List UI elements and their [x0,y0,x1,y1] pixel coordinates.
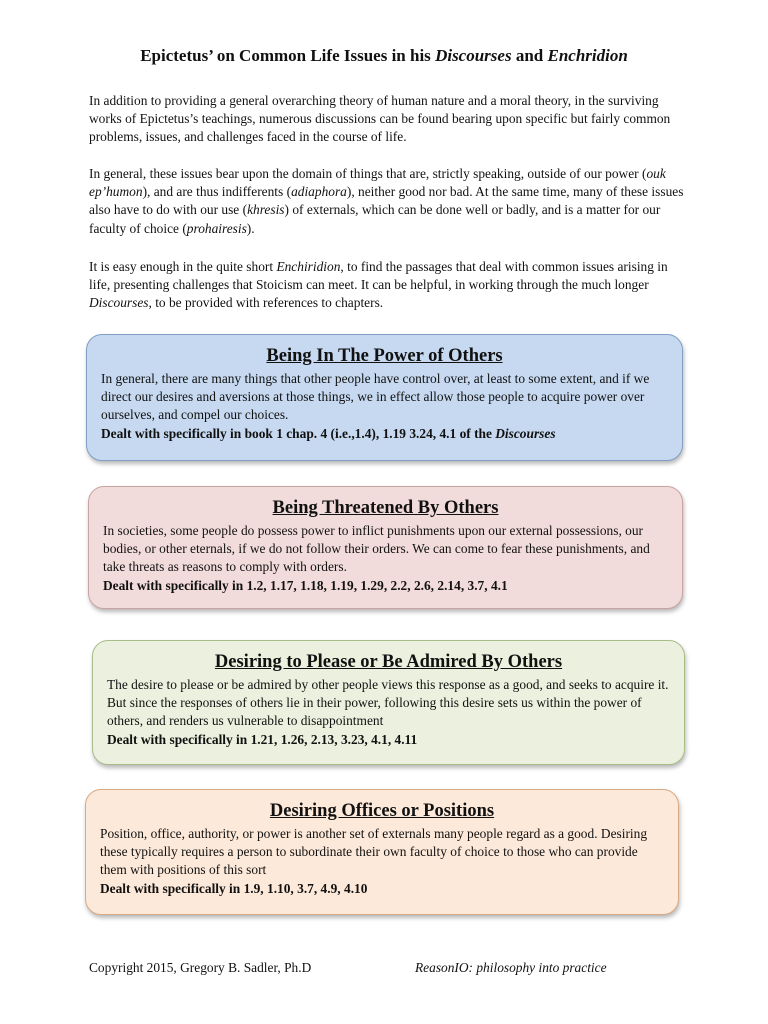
intro-paragraph: In addition to providing a general overarching theory of human nature and a moral theory, in the surviving works of Epictetus’s teachings, numerous discussions can be found bearing upon specific but fairly common problems, issues, and challenges faced in the course of life. [89,93,671,145]
title-enchridion: Enchridion [547,46,628,65]
title-and: and [511,46,548,65]
document-title [0,46,768,66]
topic-heading: Being In The Power of Others [266,346,503,366]
topic-references: Dealt with specifically in 1.2, 1.17, 1.18, 1.19, 1.29, 2.2, 2.6, 2.14, 3.7, 4.1 [103,577,508,593]
footer-tagline: ReasonIO: philosophy into practice [415,960,607,975]
p2-text-a: In general, these issues bear upon the domain of things that are, strictly speaking, outside of our power ( [89,166,647,181]
title-prefix: Epictetus’ on Common Life Issues in his [140,46,436,65]
term-ouk-ephumon: ouk ep’humon [89,166,666,200]
p2-text-b: ), and are thus indifferents ( [142,184,292,200]
indifferents-paragraph [89,165,689,238]
copyright-notice: Copyright 2015, Gregory B. Sadler, Ph.D [89,960,312,975]
topic-box-threatened-by-others [88,486,683,609]
term-discourses: Discourses [89,295,149,311]
p3-text-c: , to be provided with references to chapters. [148,295,384,311]
topic-heading: Desiring Offices or Positions [269,801,495,821]
topic-references: Dealt with specifically in 1.21, 1.26, 2.13, 3.23, 4.1, 4.11 [107,731,418,747]
title-discourses: Discourses [435,46,512,65]
refs-text: Dealt with specifically in book 1 chap. 4 (i.e.,1.4), 1.19 3.24, 4.1 of the [101,425,496,441]
topic-body: In societies, some people do possess power to inflict punishments upon our external possessions, our bodies, or other eternals, if we do not follow their orders. We can come to fear these punishments, and take threats as reasons to comply with orders. [103,523,650,575]
topic-box-desiring-offices [85,789,679,915]
term-enchiridion: Enchiridion [276,259,341,274]
topic-box-desiring-to-please [92,640,685,765]
p2-text-d: ) of externals, which can be done well or badly, and is a matter for our faculty of choice ( [89,202,661,236]
p3-text-b: , to find the passages that deal with common issues arising in life, presenting challenges that Stoicism can meet. It can be helpful, in working through the much longer [89,259,668,293]
term-adiaphora: adiaphora [291,184,347,200]
topic-box-power-of-others [86,334,683,461]
topic-body: In general, there are many things that other people have control over, at least to some extent, and if we direct our desires and aversions at those things, we in effect allow those people to acquire power over ourselves, and compel our choices. [101,371,650,423]
topic-body: Position, office, authority, or power is another set of externals many people regard as a good. Desiring these typically requires a person to subordinate their own faculty of choice to those who can provide them with positions of this sort [100,826,648,878]
refs-discourses: Discourses [495,425,556,441]
topic-references: Dealt with specifically in 1.9, 1.10, 3.7, 4.9, 4.10 [100,880,368,896]
p2-text-c: ), neither good nor bad. At the same time, many of these issues also have to do with our use ( [89,184,684,218]
term-khresis: khresis [247,202,285,218]
topic-references [101,425,668,443]
p3-text-a: It is easy enough in the quite short [89,259,277,274]
topic-body: The desire to please or be admired by other people views this response as a good, and seeks to acquire it. But since the responses of others lie in their power, following this desire sets us within the power of others, and renders us vulnerable to disappointment [107,677,669,729]
term-prohairesis: prohairesis [186,220,247,236]
p2-text-e: ). [246,220,255,236]
topic-heading: Desiring to Please or Be Admired By Others [214,652,563,672]
topic-heading: Being Threatened By Others [272,498,499,518]
references-paragraph [89,258,689,313]
